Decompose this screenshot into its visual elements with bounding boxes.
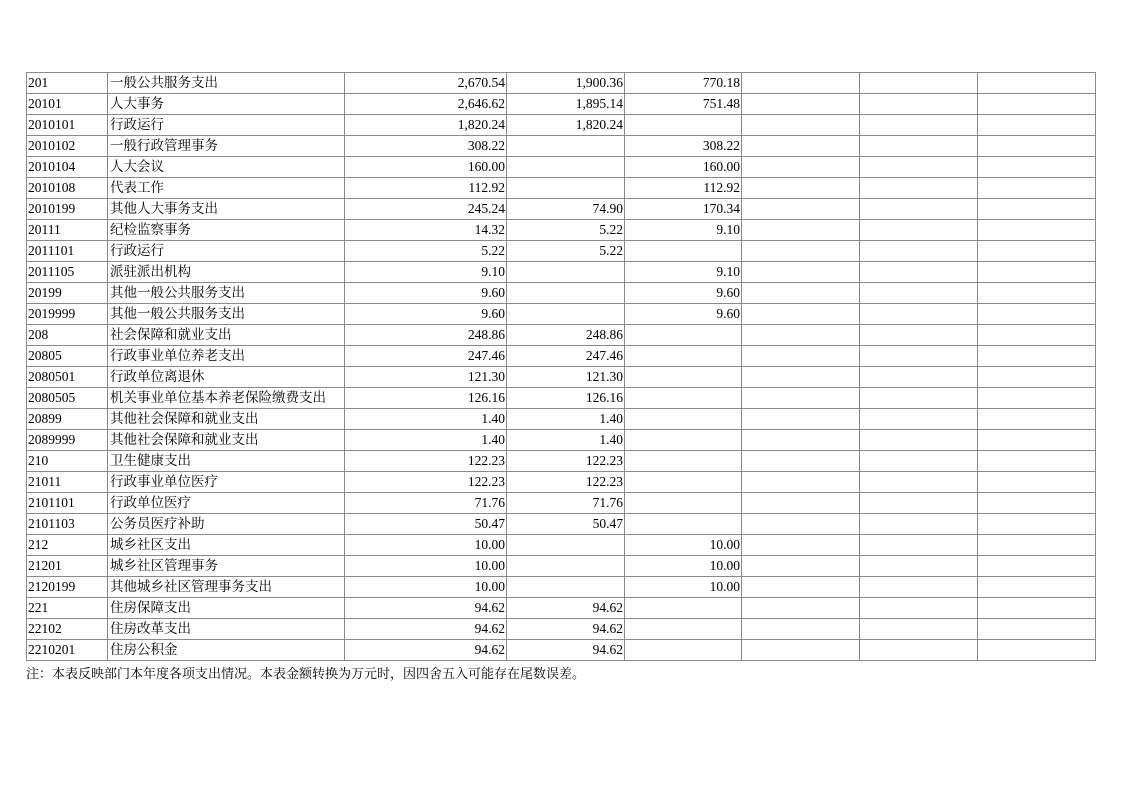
empty-cell — [860, 409, 978, 430]
total-amount-cell: 112.92 — [345, 178, 507, 199]
table-row — [27, 73, 1096, 94]
empty-cell — [742, 556, 860, 577]
empty-cell — [742, 535, 860, 556]
basic-expense-cell: 74.90 — [507, 199, 625, 220]
empty-cell — [742, 304, 860, 325]
subject-code-cell: 2101101 — [27, 493, 108, 514]
empty-cell — [978, 451, 1096, 472]
table-row — [27, 199, 1096, 220]
table-row — [27, 367, 1096, 388]
basic-expense-cell: 94.62 — [507, 619, 625, 640]
subject-code-cell: 221 — [27, 598, 108, 619]
empty-cell — [860, 493, 978, 514]
table-row — [27, 535, 1096, 556]
table-row — [27, 136, 1096, 157]
basic-expense-cell: 94.62 — [507, 598, 625, 619]
project-expense-cell: 308.22 — [625, 136, 742, 157]
subject-code-cell: 2210201 — [27, 640, 108, 661]
expense-table — [26, 72, 1096, 661]
basic-expense-cell — [507, 283, 625, 304]
subject-name-cell: 其他人大事务支出 — [108, 199, 345, 220]
empty-cell — [978, 535, 1096, 556]
empty-cell — [978, 157, 1096, 178]
empty-cell — [978, 346, 1096, 367]
total-amount-cell: 247.46 — [345, 346, 507, 367]
basic-expense-cell: 5.22 — [507, 241, 625, 262]
subject-code-cell: 20101 — [27, 94, 108, 115]
project-expense-cell — [625, 514, 742, 535]
table-row — [27, 451, 1096, 472]
project-expense-cell — [625, 472, 742, 493]
empty-cell — [742, 346, 860, 367]
basic-expense-cell: 50.47 — [507, 514, 625, 535]
empty-cell — [742, 472, 860, 493]
subject-code-cell: 2010108 — [27, 178, 108, 199]
empty-cell — [860, 94, 978, 115]
empty-cell — [742, 409, 860, 430]
project-expense-cell: 10.00 — [625, 556, 742, 577]
subject-name-cell: 行政单位离退休 — [108, 367, 345, 388]
project-expense-cell — [625, 346, 742, 367]
basic-expense-cell: 1,820.24 — [507, 115, 625, 136]
empty-cell — [860, 73, 978, 94]
table-row — [27, 388, 1096, 409]
empty-cell — [742, 619, 860, 640]
empty-cell — [860, 283, 978, 304]
table-row — [27, 346, 1096, 367]
empty-cell — [860, 304, 978, 325]
empty-cell — [742, 262, 860, 283]
empty-cell — [742, 115, 860, 136]
basic-expense-cell: 126.16 — [507, 388, 625, 409]
table-row — [27, 514, 1096, 535]
total-amount-cell: 9.60 — [345, 304, 507, 325]
subject-code-cell: 2010101 — [27, 115, 108, 136]
subject-code-cell: 21201 — [27, 556, 108, 577]
subject-name-cell: 机关事业单位基本养老保险缴费支出 — [108, 388, 345, 409]
empty-cell — [978, 598, 1096, 619]
empty-cell — [742, 367, 860, 388]
table-row — [27, 598, 1096, 619]
empty-cell — [978, 430, 1096, 451]
empty-cell — [742, 178, 860, 199]
basic-expense-cell: 1.40 — [507, 430, 625, 451]
project-expense-cell — [625, 451, 742, 472]
project-expense-cell: 9.60 — [625, 304, 742, 325]
subject-name-cell: 派驻派出机构 — [108, 262, 345, 283]
project-expense-cell — [625, 325, 742, 346]
table-footnote: 注：本表反映部门本年度各项支出情况。本表金额转换为万元时，因四舍五入可能存在尾数误差。 — [26, 667, 586, 682]
project-expense-cell: 9.60 — [625, 283, 742, 304]
subject-name-cell: 城乡社区管理事务 — [108, 556, 345, 577]
subject-code-cell: 208 — [27, 325, 108, 346]
subject-code-cell: 210 — [27, 451, 108, 472]
table-row — [27, 493, 1096, 514]
empty-cell — [860, 136, 978, 157]
basic-expense-cell: 94.62 — [507, 640, 625, 661]
total-amount-cell: 10.00 — [345, 535, 507, 556]
subject-code-cell: 2019999 — [27, 304, 108, 325]
total-amount-cell: 122.23 — [345, 472, 507, 493]
basic-expense-cell: 122.23 — [507, 451, 625, 472]
project-expense-cell — [625, 409, 742, 430]
total-amount-cell: 2,646.62 — [345, 94, 507, 115]
basic-expense-cell: 247.46 — [507, 346, 625, 367]
empty-cell — [978, 388, 1096, 409]
table-row — [27, 430, 1096, 451]
total-amount-cell: 122.23 — [345, 451, 507, 472]
subject-code-cell: 2080501 — [27, 367, 108, 388]
project-expense-cell — [625, 115, 742, 136]
subject-name-cell: 其他一般公共服务支出 — [108, 304, 345, 325]
project-expense-cell — [625, 640, 742, 661]
project-expense-cell: 9.10 — [625, 262, 742, 283]
project-expense-cell: 112.92 — [625, 178, 742, 199]
project-expense-cell — [625, 598, 742, 619]
subject-code-cell: 2120199 — [27, 577, 108, 598]
subject-name-cell: 行政运行 — [108, 115, 345, 136]
empty-cell — [742, 598, 860, 619]
empty-cell — [860, 556, 978, 577]
table-row — [27, 325, 1096, 346]
total-amount-cell: 50.47 — [345, 514, 507, 535]
project-expense-cell: 10.00 — [625, 577, 742, 598]
empty-cell — [742, 640, 860, 661]
project-expense-cell — [625, 430, 742, 451]
subject-name-cell: 城乡社区支出 — [108, 535, 345, 556]
empty-cell — [860, 178, 978, 199]
empty-cell — [742, 577, 860, 598]
basic-expense-cell — [507, 178, 625, 199]
total-amount-cell: 94.62 — [345, 619, 507, 640]
empty-cell — [860, 388, 978, 409]
total-amount-cell: 248.86 — [345, 325, 507, 346]
total-amount-cell: 308.22 — [345, 136, 507, 157]
subject-code-cell: 20111 — [27, 220, 108, 241]
empty-cell — [860, 241, 978, 262]
empty-cell — [742, 451, 860, 472]
project-expense-cell — [625, 388, 742, 409]
empty-cell — [978, 619, 1096, 640]
empty-cell — [978, 220, 1096, 241]
subject-name-cell: 代表工作 — [108, 178, 345, 199]
empty-cell — [742, 220, 860, 241]
empty-cell — [742, 514, 860, 535]
empty-cell — [978, 304, 1096, 325]
subject-name-cell: 人大事务 — [108, 94, 345, 115]
empty-cell — [860, 514, 978, 535]
subject-name-cell: 住房保障支出 — [108, 598, 345, 619]
subject-code-cell: 20805 — [27, 346, 108, 367]
table-row — [27, 220, 1096, 241]
basic-expense-cell: 122.23 — [507, 472, 625, 493]
subject-name-cell: 行政运行 — [108, 241, 345, 262]
empty-cell — [860, 640, 978, 661]
empty-cell — [978, 493, 1096, 514]
table-row — [27, 409, 1096, 430]
subject-name-cell: 行政事业单位医疗 — [108, 472, 345, 493]
table-row — [27, 556, 1096, 577]
project-expense-cell — [625, 241, 742, 262]
empty-cell — [978, 283, 1096, 304]
project-expense-cell: 10.00 — [625, 535, 742, 556]
empty-cell — [742, 136, 860, 157]
table-row — [27, 178, 1096, 199]
basic-expense-cell: 121.30 — [507, 367, 625, 388]
subject-name-cell: 人大会议 — [108, 157, 345, 178]
project-expense-cell: 170.34 — [625, 199, 742, 220]
subject-name-cell: 一般公共服务支出 — [108, 73, 345, 94]
subject-name-cell: 行政事业单位养老支出 — [108, 346, 345, 367]
subject-code-cell: 212 — [27, 535, 108, 556]
empty-cell — [860, 535, 978, 556]
basic-expense-cell: 1,895.14 — [507, 94, 625, 115]
subject-code-cell: 21011 — [27, 472, 108, 493]
subject-name-cell: 住房公积金 — [108, 640, 345, 661]
empty-cell — [978, 241, 1096, 262]
total-amount-cell: 1.40 — [345, 430, 507, 451]
basic-expense-cell — [507, 157, 625, 178]
subject-code-cell: 2101103 — [27, 514, 108, 535]
table-row — [27, 115, 1096, 136]
subject-code-cell: 2010102 — [27, 136, 108, 157]
total-amount-cell: 14.32 — [345, 220, 507, 241]
subject-name-cell: 纪检监察事务 — [108, 220, 345, 241]
total-amount-cell: 10.00 — [345, 556, 507, 577]
total-amount-cell: 2,670.54 — [345, 73, 507, 94]
empty-cell — [978, 556, 1096, 577]
empty-cell — [978, 514, 1096, 535]
basic-expense-cell: 1,900.36 — [507, 73, 625, 94]
empty-cell — [978, 94, 1096, 115]
empty-cell — [742, 157, 860, 178]
subject-name-cell: 其他社会保障和就业支出 — [108, 430, 345, 451]
project-expense-cell: 160.00 — [625, 157, 742, 178]
empty-cell — [860, 157, 978, 178]
empty-cell — [978, 136, 1096, 157]
subject-code-cell: 2010199 — [27, 199, 108, 220]
empty-cell — [742, 94, 860, 115]
basic-expense-cell — [507, 577, 625, 598]
empty-cell — [860, 325, 978, 346]
subject-code-cell: 20899 — [27, 409, 108, 430]
empty-cell — [860, 430, 978, 451]
empty-cell — [978, 640, 1096, 661]
empty-cell — [978, 367, 1096, 388]
empty-cell — [860, 262, 978, 283]
subject-code-cell: 2011101 — [27, 241, 108, 262]
empty-cell — [978, 178, 1096, 199]
table-row — [27, 304, 1096, 325]
basic-expense-cell — [507, 535, 625, 556]
table-row — [27, 619, 1096, 640]
subject-code-cell: 2011105 — [27, 262, 108, 283]
basic-expense-cell: 5.22 — [507, 220, 625, 241]
table-row — [27, 241, 1096, 262]
empty-cell — [860, 619, 978, 640]
basic-expense-cell — [507, 136, 625, 157]
basic-expense-cell: 1.40 — [507, 409, 625, 430]
empty-cell — [978, 577, 1096, 598]
subject-name-cell: 卫生健康支出 — [108, 451, 345, 472]
subject-code-cell: 2080505 — [27, 388, 108, 409]
total-amount-cell: 5.22 — [345, 241, 507, 262]
empty-cell — [742, 241, 860, 262]
basic-expense-cell — [507, 262, 625, 283]
empty-cell — [978, 325, 1096, 346]
subject-name-cell: 其他社会保障和就业支出 — [108, 409, 345, 430]
subject-code-cell: 22102 — [27, 619, 108, 640]
basic-expense-cell — [507, 304, 625, 325]
table-row — [27, 283, 1096, 304]
subject-code-cell: 2010104 — [27, 157, 108, 178]
empty-cell — [742, 73, 860, 94]
total-amount-cell: 94.62 — [345, 598, 507, 619]
subject-name-cell: 其他一般公共服务支出 — [108, 283, 345, 304]
subject-name-cell: 行政单位医疗 — [108, 493, 345, 514]
total-amount-cell: 9.60 — [345, 283, 507, 304]
subject-code-cell: 2089999 — [27, 430, 108, 451]
basic-expense-cell: 71.76 — [507, 493, 625, 514]
empty-cell — [860, 598, 978, 619]
empty-cell — [742, 430, 860, 451]
project-expense-cell — [625, 367, 742, 388]
table-row — [27, 262, 1096, 283]
total-amount-cell: 121.30 — [345, 367, 507, 388]
subject-name-cell: 一般行政管理事务 — [108, 136, 345, 157]
empty-cell — [860, 451, 978, 472]
empty-cell — [978, 199, 1096, 220]
empty-cell — [860, 472, 978, 493]
table-row — [27, 640, 1096, 661]
table-row — [27, 577, 1096, 598]
subject-code-cell: 20199 — [27, 283, 108, 304]
total-amount-cell: 71.76 — [345, 493, 507, 514]
project-expense-cell — [625, 619, 742, 640]
empty-cell — [860, 220, 978, 241]
table-row — [27, 472, 1096, 493]
empty-cell — [978, 262, 1096, 283]
empty-cell — [860, 115, 978, 136]
empty-cell — [742, 283, 860, 304]
empty-cell — [860, 199, 978, 220]
project-expense-cell: 770.18 — [625, 73, 742, 94]
empty-cell — [742, 493, 860, 514]
total-amount-cell: 9.10 — [345, 262, 507, 283]
empty-cell — [742, 325, 860, 346]
project-expense-cell — [625, 493, 742, 514]
project-expense-cell: 9.10 — [625, 220, 742, 241]
empty-cell — [860, 346, 978, 367]
subject-name-cell: 住房改革支出 — [108, 619, 345, 640]
empty-cell — [860, 367, 978, 388]
empty-cell — [978, 73, 1096, 94]
subject-name-cell: 其他城乡社区管理事务支出 — [108, 577, 345, 598]
total-amount-cell: 10.00 — [345, 577, 507, 598]
empty-cell — [742, 388, 860, 409]
basic-expense-cell — [507, 556, 625, 577]
empty-cell — [978, 472, 1096, 493]
total-amount-cell: 1.40 — [345, 409, 507, 430]
subject-name-cell: 公务员医疗补助 — [108, 514, 345, 535]
total-amount-cell: 126.16 — [345, 388, 507, 409]
empty-cell — [742, 199, 860, 220]
table-body — [27, 73, 1096, 661]
subject-name-cell: 社会保障和就业支出 — [108, 325, 345, 346]
expense-sheet — [26, 72, 1096, 661]
project-expense-cell: 751.48 — [625, 94, 742, 115]
total-amount-cell: 94.62 — [345, 640, 507, 661]
table-row — [27, 157, 1096, 178]
total-amount-cell: 160.00 — [345, 157, 507, 178]
subject-code-cell: 201 — [27, 73, 108, 94]
empty-cell — [860, 577, 978, 598]
total-amount-cell: 1,820.24 — [345, 115, 507, 136]
total-amount-cell: 245.24 — [345, 199, 507, 220]
empty-cell — [978, 409, 1096, 430]
empty-cell — [978, 115, 1096, 136]
table-row — [27, 94, 1096, 115]
basic-expense-cell: 248.86 — [507, 325, 625, 346]
